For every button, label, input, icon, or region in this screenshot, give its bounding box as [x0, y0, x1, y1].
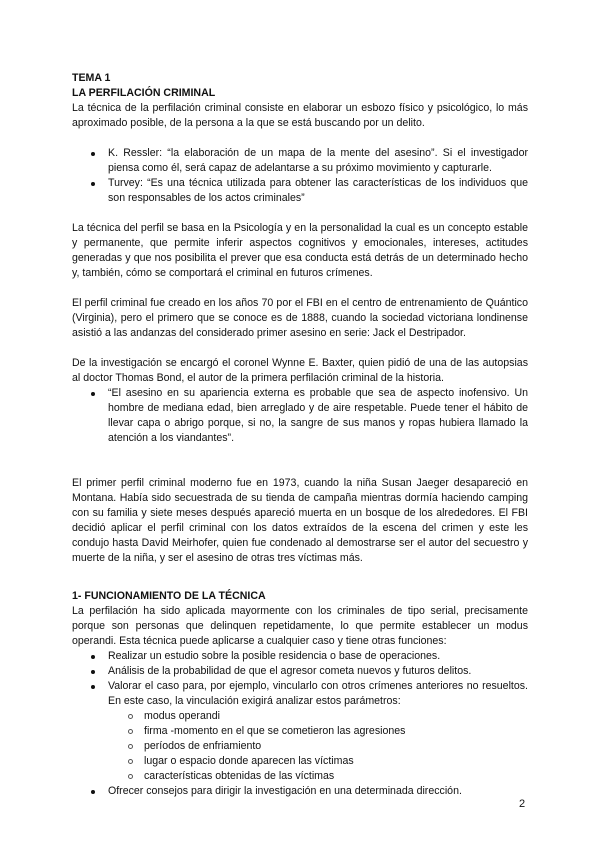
baxter-paragraph: De la investigación se encargó el coronel Wynne E. Baxter, quien pidió de una de las autopsias al doctor Thomas Bond, el autor de la primera perfilación criminal de la historia.: [72, 357, 528, 384]
intro-paragraph: La técnica de la perfilación criminal consiste en elaborar un esbozo físico y psicológico, lo más aproximado posible, de la persona a la que se está buscando por un delito.: [72, 102, 528, 129]
list-item: Análisis de la probabilidad de que el agresor cometa nuevos y futuros delitos.: [72, 664, 528, 679]
sub-list-item: modus operandi: [108, 709, 528, 724]
topic-title: TEMA 1: [72, 72, 111, 84]
functions-list: [72, 649, 528, 799]
topic-subtitle: LA PERFILACIÓN CRIMINAL: [72, 87, 216, 99]
list-item: Turvey: “Es una técnica utilizada para obtener las características de los individuos que son responsables de los actos criminales”: [72, 176, 528, 206]
modern-paragraph: El primer perfil criminal moderno fue en 1973, cuando la niña Susan Jaeger desapareció en Montana. Había sido secuestrada de su tienda de campaña mientras dormía haciendo camping con su familia y siete meses después apareció muerta en un bosque de los alrededores. El FBI decidió aplicar el perfil criminal con los datos extraídos de la escena del crimen y este les condujo hasta David Meirhofer, quien fue condenado al demostrarse ser el autor del secuestro y muerte de la niña, y ser el asesino de otras tres víctimas más.: [72, 477, 528, 564]
list-item: “El asesino en su apariencia externa es probable que sea de aspecto inofensivo. Un hombre de mediana edad, bien arreglado y de aire respetable. Puede tener el hábito de llevar capa o abrigo porque, si no, la sangre de sus manos y ropas hubiera llamado la atención a los viandantes”.: [72, 386, 528, 446]
sub-list-item: períodos de enfriamiento: [108, 739, 528, 754]
psychology-paragraph: La técnica del perfil se basa en la Psicología y en la personalidad la cual es un concepto estable y permanente, que permite inferir aspectos cognitivos y emocionales, intereses, actitudes generadas y que nos posibilita el prever que esa conducta está detrás de un determinado hecho y, también, cómo se comportará el criminal en futuros crímenes.: [72, 222, 528, 279]
list-item-text: Valorar el caso para, por ejemplo, vincularlo con otros crímenes anteriores no resueltos. En este caso, la vinculación exigirá analizar estos parámetros:: [108, 680, 528, 707]
list-item: Realizar un estudio sobre la posible residencia o base de operaciones.: [72, 649, 528, 664]
sub-list-item: firma -momento en el que se cometieron las agresiones: [108, 724, 528, 739]
sub-list-item: características obtenidas de las víctimas: [108, 769, 528, 784]
sub-list-item: lugar o espacio donde aparecen las víctimas: [108, 754, 528, 769]
section-heading: 1- FUNCIONAMIENTO DE LA TÉCNICA: [72, 590, 266, 602]
parameters-list: [108, 709, 528, 784]
page-number: 2: [519, 798, 526, 810]
list-item: [72, 679, 528, 784]
quote-list: [72, 386, 528, 446]
list-item: Ofrecer consejos para dirigir la investigación en una determinada dirección.: [72, 784, 528, 799]
origin-paragraph: El perfil criminal fue creado en los años 70 por el FBI en el centro de entrenamiento de Quántico (Virginia), pero el primero que se conoce es de 1888, cuando la sociedad victoriana londinense asistió a las andanzas del considerado primer asesino en serie: Jack el Destripador.: [72, 297, 528, 339]
document-page: [72, 71, 528, 799]
definitions-list: [72, 146, 528, 206]
section-paragraph: La perfilación ha sido aplicada mayormente con los criminales de tipo serial, precisamente porque son personas que delinquen repetidamente, lo que permite establecer un modus operandi. Esta técnica puede aplicarse a cualquier caso y tiene otras funciones:: [72, 605, 528, 647]
list-item: K. Ressler: “la elaboración de un mapa de la mente del asesino”. Si el investigador piensa como él, será capaz de adelantarse a su próximo movimiento y capturarle.: [72, 146, 528, 176]
